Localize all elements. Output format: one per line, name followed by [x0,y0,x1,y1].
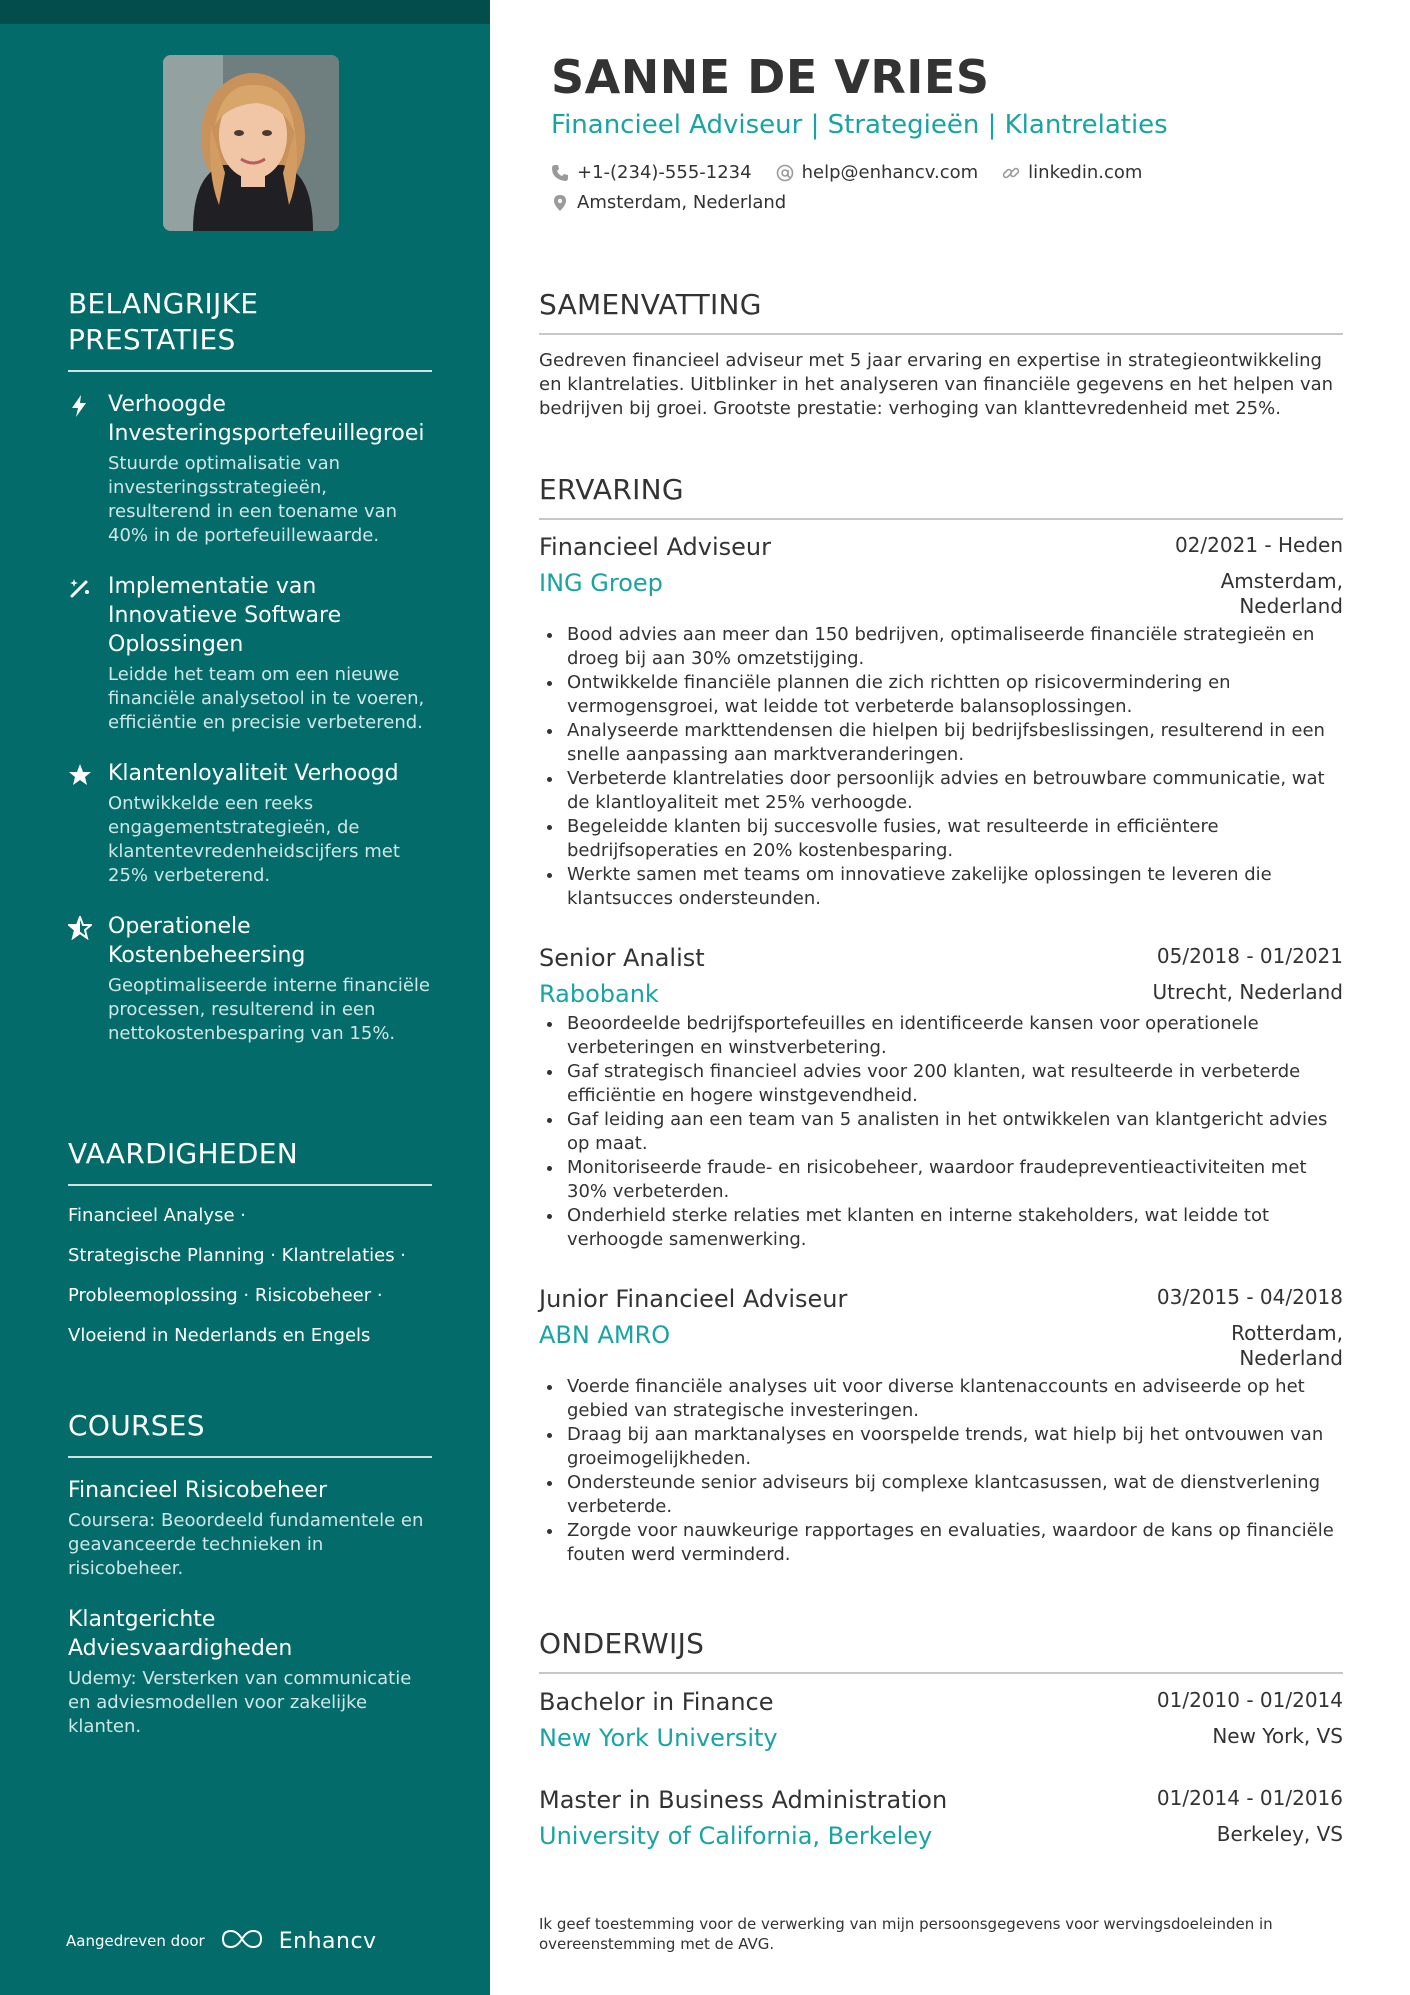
bullet-item: Analyseerde markttendensen die hielpen bij bedrijfsbeslissingen, resulterend in een snelle aanpassing aan marktveranderingen. [539,719,1343,767]
at-icon [776,164,794,182]
bullet-item: Zorgde voor nauwkeurige rapportages en evaluaties, waardoor de kans op financiële fouten werd verminderd. [539,1519,1343,1567]
course-item [68,1476,432,1581]
profile-photo [163,55,339,231]
job-location [1221,569,1343,619]
course-title: Klantgerichte Adviesvaardigheden [68,1607,293,1661]
powered-by-label: Aangedreven door [66,1932,205,1950]
course-desc: Coursera: Beoordeeld fundamentele en geavanceerde technieken in risicobeheer. [68,1510,424,1579]
skills-line: Vloeiend in Nederlands en Engels [68,1325,371,1346]
course-item [68,1605,432,1739]
location-text: Amsterdam, Nederland [577,192,787,213]
contact-location [551,192,786,213]
summary-heading: SAMENVATTING [539,288,762,321]
summary-section [539,288,1343,421]
star-icon [68,763,92,787]
experience-section [539,473,1343,520]
course-title: Financieel Risicobeheer [68,1478,328,1503]
headline: Financieel Adviseur | Strategieën | Klantrelaties [551,110,1168,140]
wand-icon [68,576,92,600]
job-location-line: Utrecht, Nederland [1152,980,1343,1004]
experience-heading: ERVARING [539,473,684,506]
job-bullets [539,1375,1343,1567]
skills-section [68,1136,432,1348]
skills-heading: VAARDIGHEDEN [68,1137,298,1170]
consent-note: Ik geef toestemming voor de verwerking van mijn persoonsgegevens voor wervingsdoeleinden in overeenstemming met de AVG. [539,1915,1273,1953]
bullet-item: Verbeterde klantrelaties door persoonlijk advies en betrouwbare communicatie, wat de klantloyaliteit met 25% verhoogde. [539,767,1343,815]
job-bullets [539,623,1343,911]
summary-text: Gedreven financieel adviseur met 5 jaar ervaring en expertise in strategieontwikkeling en klantrelaties. Uitblinker in het analyseren van financiële gegevens en het helpen van bedrijven bij groei. Grootste prestatie: verhoging van klanttevredenheid met 25%. [539,350,1334,419]
job-date: 02/2021 - Heden [1174,533,1343,557]
powered-by [66,1928,377,1954]
job-date: 05/2018 - 01/2021 [1156,944,1343,968]
bullet-item: Ondersteunde senior adviseurs bij complexe klantcasussen, wat de dienstverlening verbeterde. [539,1471,1343,1519]
company-name: ING Groep [539,569,663,597]
bullet-item: Voerde financiële analyses uit voor diverse klantenaccounts en adviseerde op het gebied van strategische investeringen. [539,1375,1343,1423]
skills-line: Financieel Analyse · [68,1205,246,1226]
contact-email[interactable] [776,162,979,183]
achievement-desc: Stuurde optimalisatie van investeringsstrategieën, resulterend in een toename van 40% in de portefeuillewaarde. [108,453,398,546]
divider [539,333,1343,335]
enhancv-logo-icon [219,1928,265,1954]
half-star-icon [68,916,92,940]
education-entry [539,1688,1343,1752]
phone-icon [551,164,569,182]
job-location-line: Nederland [1239,594,1343,618]
brand-name: Enhancv [278,1928,377,1954]
courses-section [68,1408,432,1739]
job-date: 03/2015 - 04/2018 [1156,1285,1343,1309]
achievement-title: Verhoogde Investeringsportefeuillegroei [108,392,425,446]
bullet-item: Bood advies aan meer dan 150 bedrijven, optimaliseerde financiële strategieën en droeg bij aan 30% omzetstijging. [539,623,1343,671]
school-location: New York, VS [1212,1724,1343,1748]
divider [539,1672,1343,1674]
company-name: ABN AMRO [539,1321,671,1349]
sidebar-top-band [0,0,490,24]
location-pin-icon [551,194,569,212]
achievements-section [68,286,432,1046]
job-entry [539,533,1343,911]
education-heading: ONDERWIJS [539,1627,705,1660]
education-entry [539,1786,1343,1850]
bullet-item: Gaf strategisch financieel advies voor 200 klanten, wat resulteerde in verbeterde efficiëntie en hogere winstgevendheid. [539,1060,1343,1108]
job-title: Junior Financieel Adviseur [539,1285,848,1313]
job-location-line: Nederland [1239,1346,1343,1370]
achievement-item [68,572,432,735]
school-location: Berkeley, VS [1216,1822,1343,1846]
achievements-heading: BELANGRIJKE PRESTATIES [68,287,259,356]
achievement-item [68,759,432,888]
bullet-item: Draag bij aan marktanalyses en voorspelde trends, wat hielp bij het ontvouwen van groeimogelijkheden. [539,1423,1343,1471]
school-name: University of California, Berkeley [539,1822,933,1850]
achievement-item [68,390,432,548]
course-desc: Udemy: Versterken van communicatie en adviesmodellen voor zakelijke klanten. [68,1668,412,1737]
candidate-name: SANNE DE VRIES [551,50,990,104]
education-date: 01/2010 - 01/2014 [1156,1688,1343,1712]
degree-title: Bachelor in Finance [539,1688,774,1716]
job-location [1231,1321,1343,1371]
job-location [1153,980,1343,1005]
education-date: 01/2014 - 01/2016 [1156,1786,1343,1810]
achievement-desc: Leidde het team om een nieuwe financiële analysetool in te voeren, efficiëntie en precisie verbeterend. [108,664,425,733]
divider [68,1456,432,1458]
job-entry [539,944,1343,1252]
company-name: Rabobank [539,980,659,1008]
bullet-item: Begeleidde klanten bij succesvolle fusies, wat resulteerde in efficiëntere bedrijfsoperaties en 20% kostenbesparing. [539,815,1343,863]
linkedin-text: linkedin.com [1028,162,1143,183]
bullet-item: Ontwikkelde financiële plannen die zich richtten op risicovermindering en vermogensgroei, wat leidde tot verbeterde balansoplossingen. [539,671,1343,719]
link-icon [1002,164,1020,182]
phone-text: +1-(234)-555-1234 [577,162,752,183]
job-location-line: Rotterdam, [1231,1321,1343,1345]
achievement-title: Implementatie van Innovatieve Software Oplossingen [108,574,342,657]
sidebar [0,0,490,1995]
bullet-item: Beoordeelde bedrijfsportefeuilles en identificeerde kansen voor operationele verbeteringen en winstverbetering. [539,1012,1343,1060]
bullet-item: Onderhield sterke relaties met klanten en interne stakeholders, wat leidde tot verhoogde samenwerking. [539,1204,1343,1252]
divider [68,370,432,372]
email-text: help@enhancv.com [801,162,979,183]
divider [68,1184,432,1186]
education-section [539,1627,1343,1674]
achievement-title: Klantenloyaliteit Verhoogd [108,761,399,786]
bullet-item: Monitoriseerde fraude- en risicobeheer, waardoor fraudepreventieactiviteiten met 30% verbeterden. [539,1156,1343,1204]
degree-title: Master in Business Administration [539,1786,948,1814]
achievement-desc: Ontwikkelde een reeks engagementstrategieën, de klantentevredenheidscijfers met 25% verbeterend. [108,793,400,886]
divider [539,518,1343,520]
job-bullets [539,1012,1343,1252]
achievement-desc: Geoptimaliseerde interne financiële processen, resulterend in een nettokostenbesparing van 15%. [108,975,430,1044]
bullet-item: Werkte samen met teams om innovatieve zakelijke oplossingen te leveren die klantsucces ondersteunden. [539,863,1343,911]
courses-heading: COURSES [68,1409,205,1442]
job-title: Financieel Adviseur [539,533,771,561]
bullet-item: Gaf leiding aan een team van 5 analisten in het ontwikkelen van klantgericht advies op maat. [539,1108,1343,1156]
school-name: New York University [539,1724,778,1752]
skills-line: Strategische Planning · Klantrelaties · [68,1245,407,1266]
contact-phone [551,162,752,183]
contact-row [551,162,1142,183]
job-location-line: Amsterdam, [1220,569,1343,593]
contact-row-2 [551,192,786,213]
bolt-icon [68,394,92,418]
achievement-item [68,912,432,1046]
achievement-title: Operationele Kostenbeheersing [108,914,306,968]
skills-line: Probleemoplossing · Risicobeheer · [68,1285,383,1306]
job-entry [539,1285,1343,1567]
job-title: Senior Analist [539,944,705,972]
contact-linkedin[interactable] [1002,162,1142,183]
